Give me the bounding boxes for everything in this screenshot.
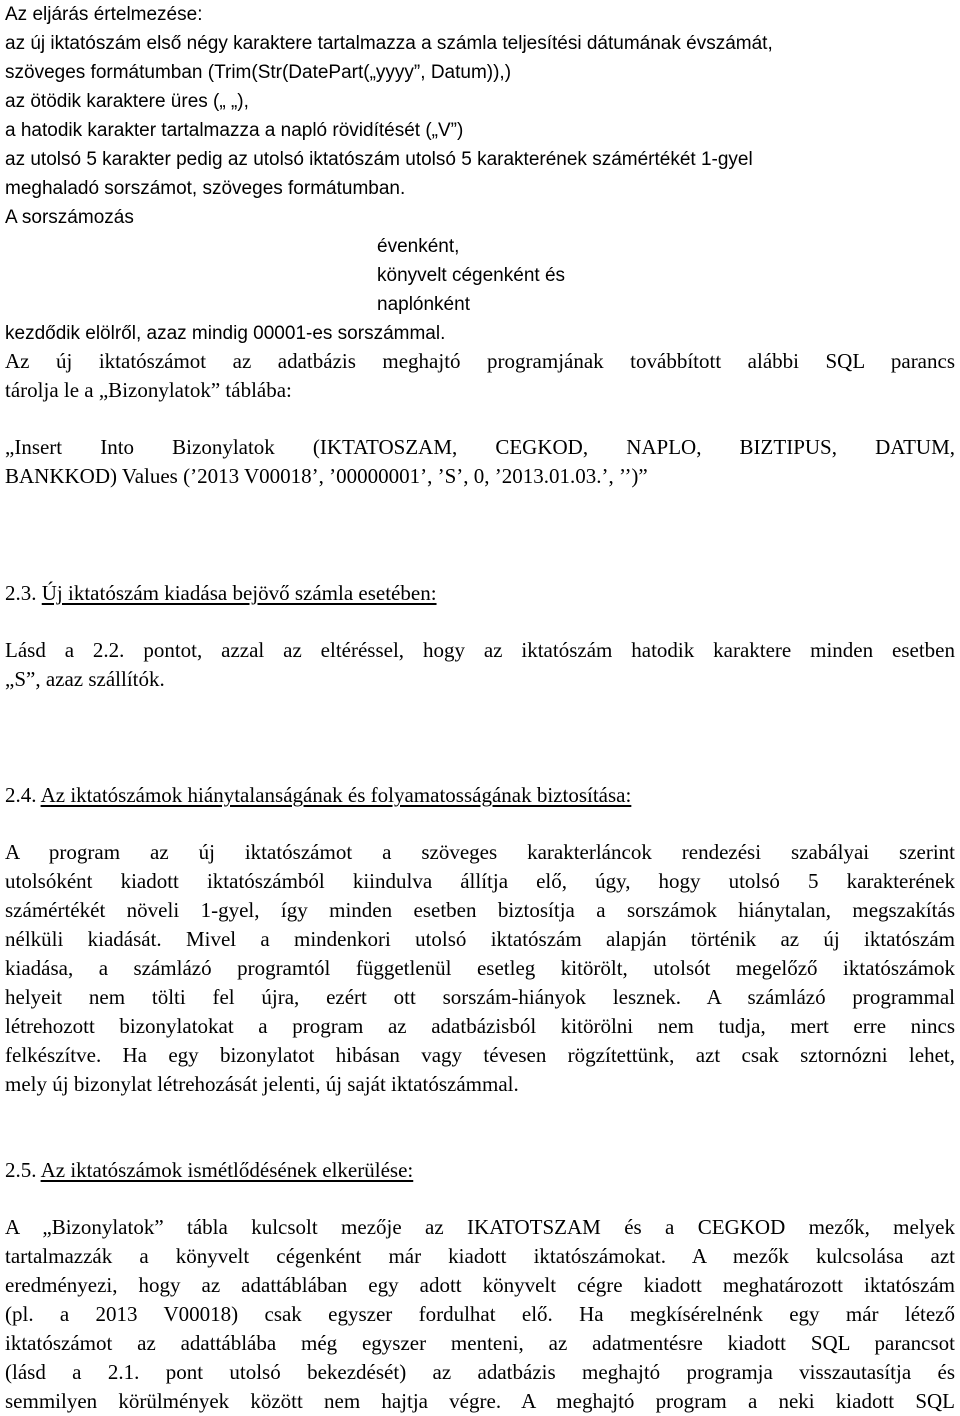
sql-intro-line: tárolja le a „Bizonylatok” táblába: [5,378,292,402]
section-2-5-line: A „Bizonylatok” tábla kulcsolt mezője az IKATOTSZAM és a CEGKOD mezők, melyek [5,1215,955,1239]
explanation-line: a hatodik karakter tartalmazza a napló rövidítését („V”) [5,120,464,141]
section-number: 2.3. [5,581,37,605]
sql-command-line: BANKKOD) Values (’2013 V00018’, ’00000001’, ’S’, 0, ’2013.01.03.’, ’’)” [5,464,648,488]
section-2-3-line: „S”, azaz szállítók. [5,667,165,691]
explanation-line: meghaladó sorszámot, szöveges formátumban. [5,178,406,199]
explanation-line: A sorszámozás [5,207,134,228]
section-2-4-line: A program az új iktatószámot a szöveges karakterláncok rendezési szabályai szerint [5,840,955,864]
explanation-indented-line: évenként, [377,236,460,257]
section-2-4-line: utolsóként kiadott iktatószámból kiindulva állítja elő, úgy, hogy utolsó 5 karakterének [5,869,955,893]
section-2-3-line: Lásd a 2.2. pontot, azzal az eltéréssel, hogy az iktatószám hatodik karaktere minden esetben [5,638,955,662]
explanation-line: az ötödik karaktere üres („ „), [5,91,249,112]
explanation-line: kezdődik elölről, azaz mindig 00001-es sorszámmal. [5,323,446,344]
section-2-4-heading [5,781,631,810]
sql-intro-line: Az új iktatószámot az adatbázis meghajtó programjának továbbított alábbi SQL parancs [5,349,955,373]
section-2-5-line: (pl. a 2013 V00018) csak egyszer fordulhat elő. Ha megkísérelnénk egy már létező [5,1302,955,1326]
explanation-indented-line: könyvelt cégenként és [377,265,566,286]
section-2-4-line: kiadása, a számlázó programtól függetlenül esetleg kitörölt, utolsót megelőző iktatószámok [5,956,955,980]
section-2-4-line: számértékét növeli 1-gyel, így minden esetben biztosítja a sorszámok hiánytalan, megszakítás [5,898,955,922]
section-2-4-line: mely új bizonylat létrehozását jelenti, új saját iktatószámmal. [5,1072,519,1096]
section-2-5-line: eredményezi, hogy az adattáblában egy adott könyvelt cégre kiadott meghatározott iktatószám [5,1273,955,1297]
explanation-line: szöveges formátumban (Trim(Str(DatePart(„yyyy”, Datum)),) [5,62,512,83]
section-2-5-line: (lásd a 2.1. pont utolsó bekezdését) az adatbázis meghajtó programja visszautasítja és [5,1360,955,1384]
section-title: Az iktatószámok ismétlődésének elkerülése: [40,1158,414,1182]
section-2-5-line: iktatószámot az adattáblába még egyszer menteni, az adatmentésre kiadott SQL parancsot [5,1331,955,1355]
explanation-indented-line: naplónként [377,294,470,315]
explanation-line: az új iktatószám első négy karaktere tartalmazza a számla teljesítési dátumának évszámát, [5,33,773,54]
section-2-4-line: nélküli kiadását. Mivel a mindenkori utolsó iktatószám alapján történik az új iktatószám [5,927,955,951]
section-title: Új iktatószám kiadása bejövő számla esetében: [41,581,437,605]
section-2-4-line: létrehozott bizonylatokat a program az adatbázisból kitörölni nem tudja, mert erre nincs [5,1014,955,1038]
section-2-5-line: tartalmazzák a könyvelt cégenként már kiadott iktatószámokat. A mezők kulcsolása azt [5,1244,955,1268]
section-2-3-heading [5,579,437,608]
sql-command-line: „Insert Into Bizonylatok (IKTATOSZAM, CEGKOD, NAPLO, BIZTIPUS, DATUM, [5,435,955,459]
section-title: Az iktatószámok hiánytalanságának és folyamatosságának biztosítása: [40,783,632,807]
section-2-4-line: helyeit nem tölti fel újra, ezért ott sorszám-hiányok lesznek. A számlázó programmal [5,985,955,1009]
explanation-line: az utolsó 5 karakter pedig az utolsó iktatószám utolsó 5 karakterének számértékét 1-gyel [5,149,753,170]
section-2-5-heading [5,1156,413,1185]
section-number: 2.5. [5,1158,37,1182]
section-2-4-line: felkészítve. Ha egy bizonylatot hibásan vagy tévesen rögzítettünk, azt csak sztornózni lehet, [5,1043,955,1067]
section-number: 2.4. [5,783,37,807]
section-2-5-line: semmilyen körülmények között nem hajtja végre. A meghajtó program a neki kiadott SQL [5,1389,955,1413]
explanation-heading: Az eljárás értelmezése: [5,4,203,25]
